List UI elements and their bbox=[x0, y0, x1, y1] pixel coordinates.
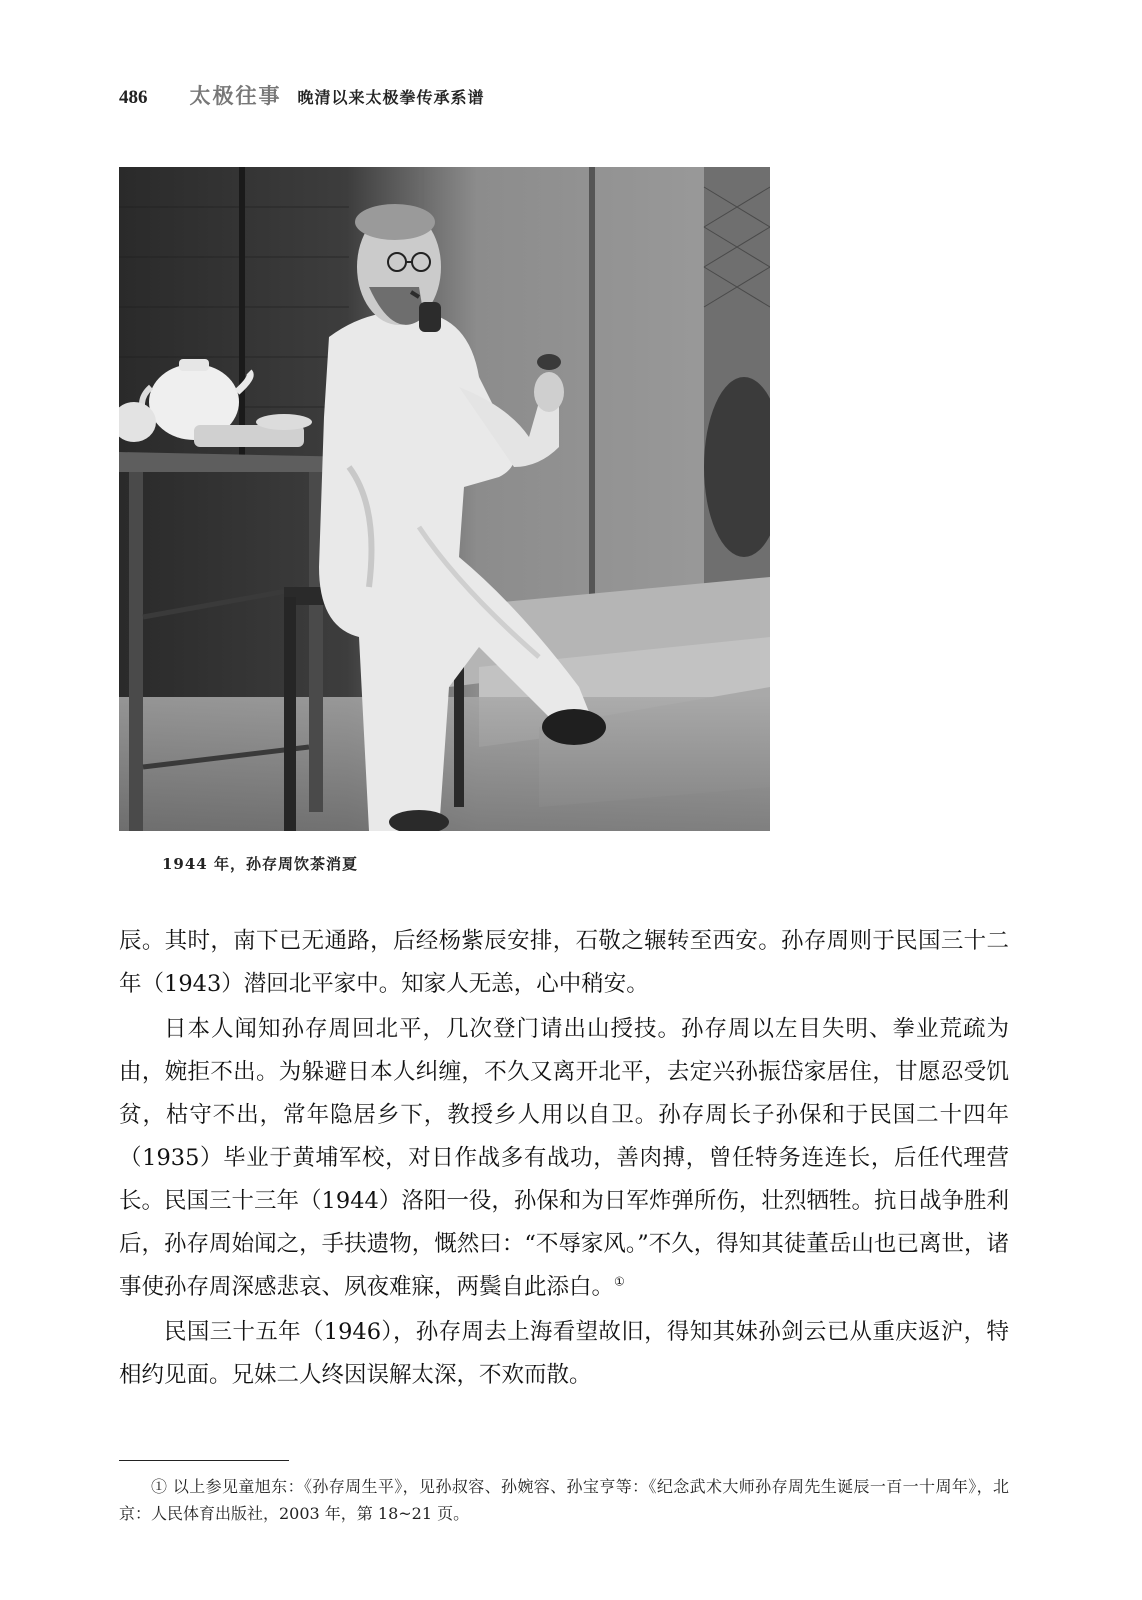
paragraph-2 bbox=[119, 1008, 1009, 1309]
historical-photo bbox=[119, 167, 770, 831]
paragraph-3: 民国三十五年（1946），孙存周去上海看望故旧，得知其妹孙剑云已从重庆返沪，特相约见面。兄妹二人终因误解太深，不欢而散。 bbox=[119, 1319, 1009, 1388]
running-header bbox=[119, 80, 485, 110]
footnote-divider bbox=[119, 1460, 289, 1461]
footnote-reference[interactable]: ① bbox=[614, 1274, 625, 1289]
paragraph-1: 辰。其时，南下已无通路，后经杨紫辰安排，石敬之辗转至西安。孙存周则于民国三十二年（1943）潜回北平家中。知家人无恙，心中稍安。 bbox=[119, 928, 1009, 997]
footnote bbox=[119, 1473, 1009, 1527]
paragraph-2-text: 日本人闻知孙存周回北平，几次登门请出山授技。孙存周以左目失明、拳业荒疏为由，婉拒不出。为躲避日本人纠缠，不久又离开北平，去定兴孙振岱家居住，甘愿忍受饥贫，枯守不出，常年隐居乡下，教授乡人用以自卫。孙存周长子孙保和于民国二十四年（1935）毕业于黄埔军校，对日作战多有战功，善肉搏，曾任特务连连长，后任代理营长。民国三十三年（1944）洛阳一役，孙保和为日军炸弹所伤，壮烈牺牲。抗日战争胜利后，孙存周始闻之，手扶遗物，慨然曰：“不辱家风。”不久，得知其徒董岳山也已离世，诸事使孙存周深感悲哀、夙夜难寐，两鬓自此添白。 bbox=[119, 1016, 1009, 1300]
body-text bbox=[119, 920, 1009, 1397]
book-title: 太极往事 bbox=[189, 83, 282, 108]
book-subtitle: 晚清以来太极拳传承系谱 bbox=[297, 88, 485, 107]
photo-caption: 1944 年，孙存周饮茶消夏 bbox=[162, 855, 358, 873]
footnote-text: ① 以上参见童旭东：《孙存周生平》，见孙叔容、孙婉容、孙宝亨等：《纪念武术大师孙存周先生诞辰一百一十周年》，北京：人民体育出版社，2003 年，第 18~21 页。 bbox=[119, 1477, 1009, 1523]
page-number: 486 bbox=[119, 87, 148, 108]
